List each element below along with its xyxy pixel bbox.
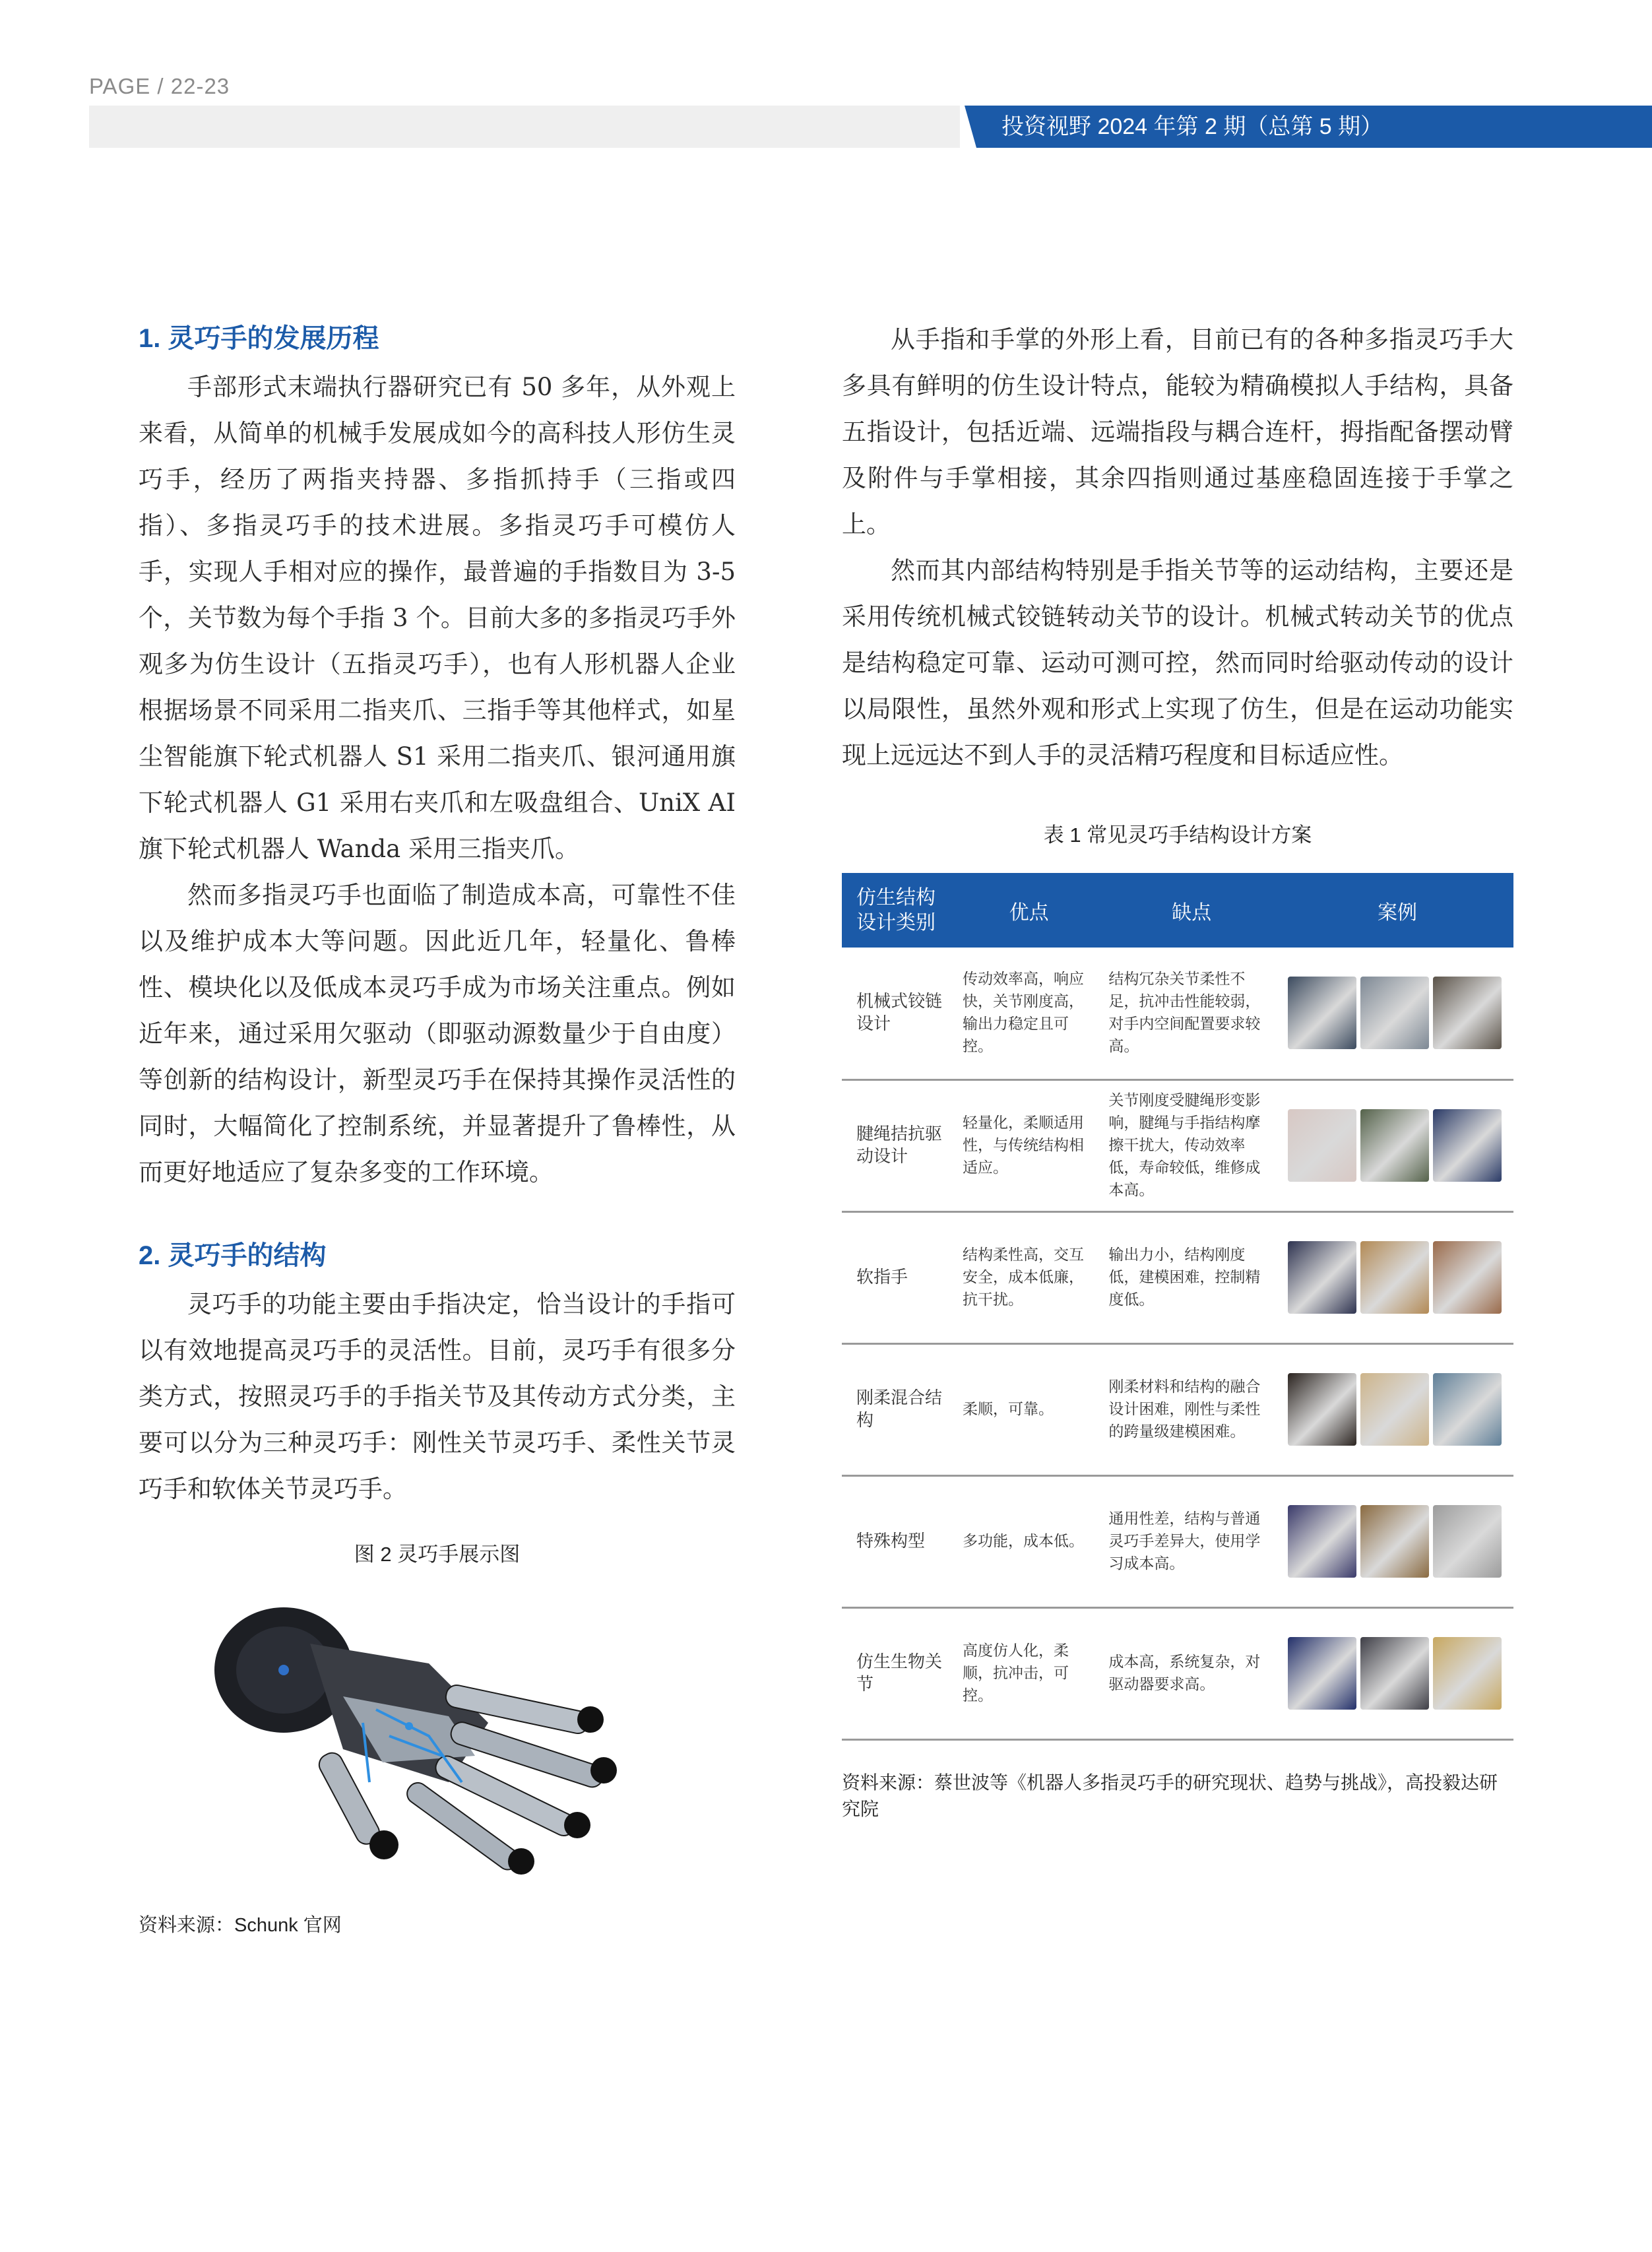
right-paragraph-1: 从手指和手掌的外形上看，目前已有的各种多指灵巧手大多具有鲜明的仿生设计特点，能较为精确模拟人手结构，具备五指设计，包括近端、远端指段与耦合连杆，拇指配备摆动臂及附件与手掌相接，其余四指则通过基座稳固连接于手掌之上。 bbox=[842, 325, 1513, 538]
row-examples bbox=[1281, 1343, 1513, 1475]
example-hand-image bbox=[1288, 1241, 1356, 1314]
example-hand-image bbox=[1360, 1505, 1429, 1578]
example-hand-image bbox=[1360, 1241, 1429, 1314]
row-cons: 输出力小，结构刚度低，建模困难，控制精度低。 bbox=[1102, 1211, 1281, 1343]
header-pros: 优点 bbox=[956, 873, 1102, 948]
header-category: 仿生结构设计类别 bbox=[842, 873, 956, 948]
table-row bbox=[842, 1079, 1513, 1211]
table-row bbox=[842, 1475, 1513, 1607]
row-pros: 柔顺，可靠。 bbox=[956, 1343, 1102, 1475]
figure-caption: 图 2 灵巧手展示图 bbox=[354, 1543, 521, 1566]
example-hand-image bbox=[1433, 1505, 1502, 1578]
row-cons: 成本高，系统复杂，对驱动器要求高。 bbox=[1102, 1607, 1281, 1739]
example-hand-image bbox=[1360, 1109, 1429, 1182]
row-examples bbox=[1281, 1211, 1513, 1343]
section2-paragraph-1: 灵巧手的功能主要由手指决定，恰当设计的手指可以有效地提高灵巧手的灵活性。目前，灵巧手有很多分类方式，按照灵巧手的手指关节及其传动方式分类，主要可以分为三种灵巧手：刚性关节灵巧手、柔性关节灵巧手和软体关节灵巧手。 bbox=[139, 1290, 736, 1503]
row-cons: 刚柔材料和结构的融合设计困难，刚性与柔性的跨量级建模困难。 bbox=[1102, 1343, 1281, 1475]
table-header-row bbox=[842, 873, 1513, 948]
row-category: 仿生生物关节 bbox=[842, 1607, 956, 1739]
table-row bbox=[842, 1607, 1513, 1739]
example-hand-image bbox=[1433, 1241, 1502, 1314]
row-cons: 通用性差，结构与普通灵巧手差异大，使用学习成本高。 bbox=[1102, 1475, 1281, 1607]
table-row bbox=[842, 948, 1513, 1079]
row-pros: 轻量化，柔顺适用性，与传统结构相适应。 bbox=[956, 1079, 1102, 1211]
structure-design-table bbox=[842, 873, 1513, 1741]
row-category: 机械式铰链设计 bbox=[842, 948, 956, 1079]
row-pros: 结构柔性高，交互安全，成本低廉，抗干扰。 bbox=[956, 1211, 1102, 1343]
section1-paragraph-2: 然而多指灵巧手也面临了制造成本高，可靠性不佳以及维护成本大等问题。因此近几年，轻量化、鲁棒性、模块化以及低成本灵巧手成为市场关注重点。例如近年来，通过采用欠驱动（即驱动源数量少于自由度）等创新的结构设计，新型灵巧手在保持其操作灵活性的同时，大幅简化了控制系统，并显著提升了鲁棒性，从而更好地适应了复杂多变的工作环境。 bbox=[139, 881, 736, 1186]
row-examples bbox=[1281, 1475, 1513, 1607]
figure-source: 资料来源：Schunk 官网 bbox=[139, 1915, 342, 1936]
row-pros: 传动效率高，响应快，关节刚度高，输出力稳定且可控。 bbox=[956, 948, 1102, 1079]
row-pros: 多功能，成本低。 bbox=[956, 1475, 1102, 1607]
example-hand-image bbox=[1288, 1373, 1356, 1446]
example-hand-image bbox=[1433, 1373, 1502, 1446]
header-examples: 案例 bbox=[1281, 873, 1513, 948]
row-category: 腱绳拮抗驱动设计 bbox=[842, 1079, 956, 1211]
section2-heading: 2. 灵巧手的结构 bbox=[139, 1241, 327, 1270]
table-source: 资料来源：蔡世波等《机器人多指灵巧手的研究现状、趋势与挑战》，高投毅达研究院 bbox=[842, 1772, 1498, 1819]
example-hand-image bbox=[1360, 977, 1429, 1049]
left-column bbox=[139, 317, 736, 1937]
example-hand-image bbox=[1288, 1505, 1356, 1578]
example-hand-image bbox=[1288, 977, 1356, 1049]
robotic-hand-illustration bbox=[211, 1584, 673, 1894]
table-caption: 表 1 常见灵巧手结构设计方案 bbox=[1043, 823, 1312, 847]
row-cons: 关节刚度受腱绳形变影响，腱绳与手指结构摩擦干扰大，传动效率低，寿命较低，维修成本高。 bbox=[1102, 1079, 1281, 1211]
example-hand-image bbox=[1288, 1109, 1356, 1182]
header-cons: 缺点 bbox=[1102, 873, 1281, 948]
section1-heading: 1. 灵巧手的发展历程 bbox=[139, 324, 379, 353]
example-hand-image bbox=[1433, 1637, 1502, 1710]
row-examples bbox=[1281, 1607, 1513, 1739]
table-row bbox=[842, 1343, 1513, 1475]
right-paragraph-2: 然而其内部结构特别是手指关节等的运动结构，主要还是采用传统机械式铰链转动关节的设计。机械式转动关节的优点是结构稳定可靠、运动可测可控，然而同时给驱动传动的设计以局限性，虽然外观和形式上实现了仿生，但是在运动功能实现上远远达不到人手的灵活精巧程度和目标适应性。 bbox=[842, 556, 1513, 769]
row-category: 特殊构型 bbox=[842, 1475, 956, 1607]
section1-paragraph-1: 手部形式末端执行器研究已有 50 多年，从外观上来看，从简单的机械手发展成如今的高科技人形仿生灵巧手，经历了两指夹持器、多指抓持手（三指或四指）、多指灵巧手的技术进展。多指灵巧手可模仿人手，实现人手相对应的操作，最普遍的手指数目为 3-5 个，关节数为每个手指 3 个。目前大多的多指灵巧手外观多为仿生设计（五指灵巧手），也有人形机器人企业根据场景不同采用二指夹爪、三指手等其他样式，如星尘智能旗下轮式机器人 S1 采用二指夹爪、银河通用旗下轮式机器人 G1 采用右夹爪和左吸盘组合、UniX AI 旗下轮式机器人 Wanda 采用三指夹爪。 bbox=[139, 373, 736, 863]
page-label: PAGE / 22-23 bbox=[89, 74, 230, 98]
header-bar-gray bbox=[89, 106, 960, 148]
magazine-title: 投资视野 2024 年第 2 期（总第 5 期） bbox=[1001, 114, 1383, 139]
example-hand-image bbox=[1433, 977, 1502, 1049]
example-hand-image bbox=[1433, 1109, 1502, 1182]
example-hand-image bbox=[1288, 1637, 1356, 1710]
row-category: 刚柔混合结构 bbox=[842, 1343, 956, 1475]
table-row bbox=[842, 1211, 1513, 1343]
row-examples bbox=[1281, 1079, 1513, 1211]
row-category: 软指手 bbox=[842, 1211, 956, 1343]
example-hand-image bbox=[1360, 1373, 1429, 1446]
row-examples bbox=[1281, 948, 1513, 1079]
example-hand-image bbox=[1360, 1637, 1429, 1710]
robotic-hand-figure bbox=[211, 1584, 673, 1894]
row-pros: 高度仿人化，柔顺，抗冲击，可控。 bbox=[956, 1607, 1102, 1739]
row-cons: 结构冗杂关节柔性不足，抗冲击性能较弱，对手内空间配置要求较高。 bbox=[1102, 948, 1281, 1079]
right-column bbox=[842, 317, 1513, 1822]
